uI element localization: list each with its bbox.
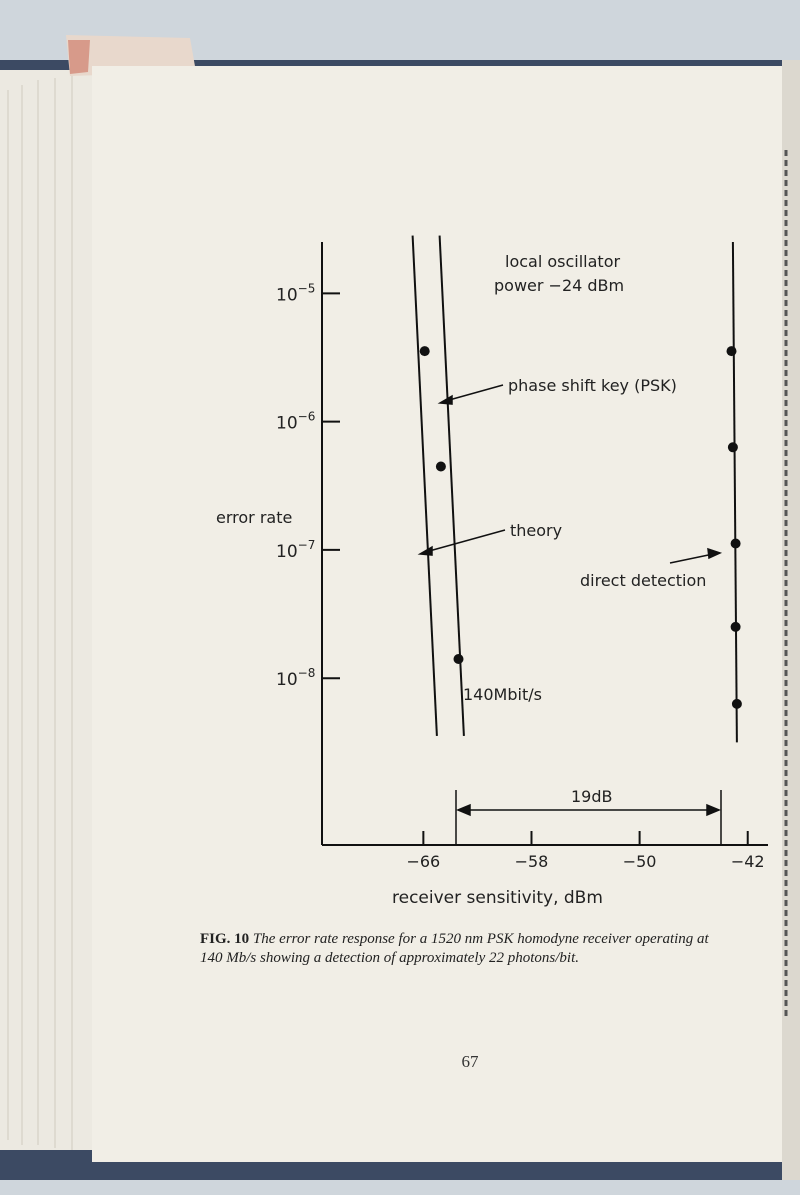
annotation-local-oscillator-2: power −24 dBm	[494, 276, 625, 295]
x-tick-label: −66	[406, 852, 441, 871]
y-tick-label: $10^{-7}$	[276, 537, 316, 562]
page-edges	[0, 70, 92, 1150]
data-point-direct-detection-measured	[728, 442, 738, 452]
y-tick-label: $10^{-8}$	[276, 666, 316, 691]
figure-label: FIG. 10	[200, 931, 250, 947]
tape-stain	[68, 40, 90, 74]
x-tick-label: −58	[514, 852, 549, 871]
annotation-gap: 19dB	[571, 787, 613, 806]
annotation-bitrate: 140Mbit/s	[463, 685, 542, 704]
y-tick-label: $10^{-6}$	[276, 409, 316, 434]
data-point-psk-measured	[436, 462, 446, 472]
data-point-direct-detection-measured	[731, 539, 741, 549]
figure-caption	[200, 930, 720, 968]
annotation-theory: theory	[510, 521, 563, 540]
data-point-direct-detection-measured	[731, 622, 741, 632]
page	[92, 66, 782, 1162]
x-tick-label: −50	[622, 852, 657, 871]
data-point-direct-detection-measured	[727, 346, 737, 356]
y-tick-label: $10^{-5}$	[276, 281, 316, 306]
y-axis-label: error rate	[216, 508, 293, 527]
x-tick-label: −42	[730, 852, 765, 871]
x-axis-label: receiver sensitivity, dBm	[392, 888, 603, 908]
page-number: 67	[461, 1052, 479, 1071]
annotation-psk: phase shift key (PSK)	[508, 376, 677, 395]
annotation-direct-detection: direct detection	[580, 571, 707, 590]
annotation-local-oscillator-1: local oscillator	[505, 252, 621, 271]
data-point-direct-detection-measured	[732, 699, 742, 709]
figure-caption-text: The error rate response for a 1520 nm PSK homodyne receiver operating at 140 Mb/s showing a detection of approximately 22 photons/bit.	[200, 931, 709, 966]
data-point-psk-measured	[420, 346, 430, 356]
data-point-psk-measured	[454, 654, 464, 664]
